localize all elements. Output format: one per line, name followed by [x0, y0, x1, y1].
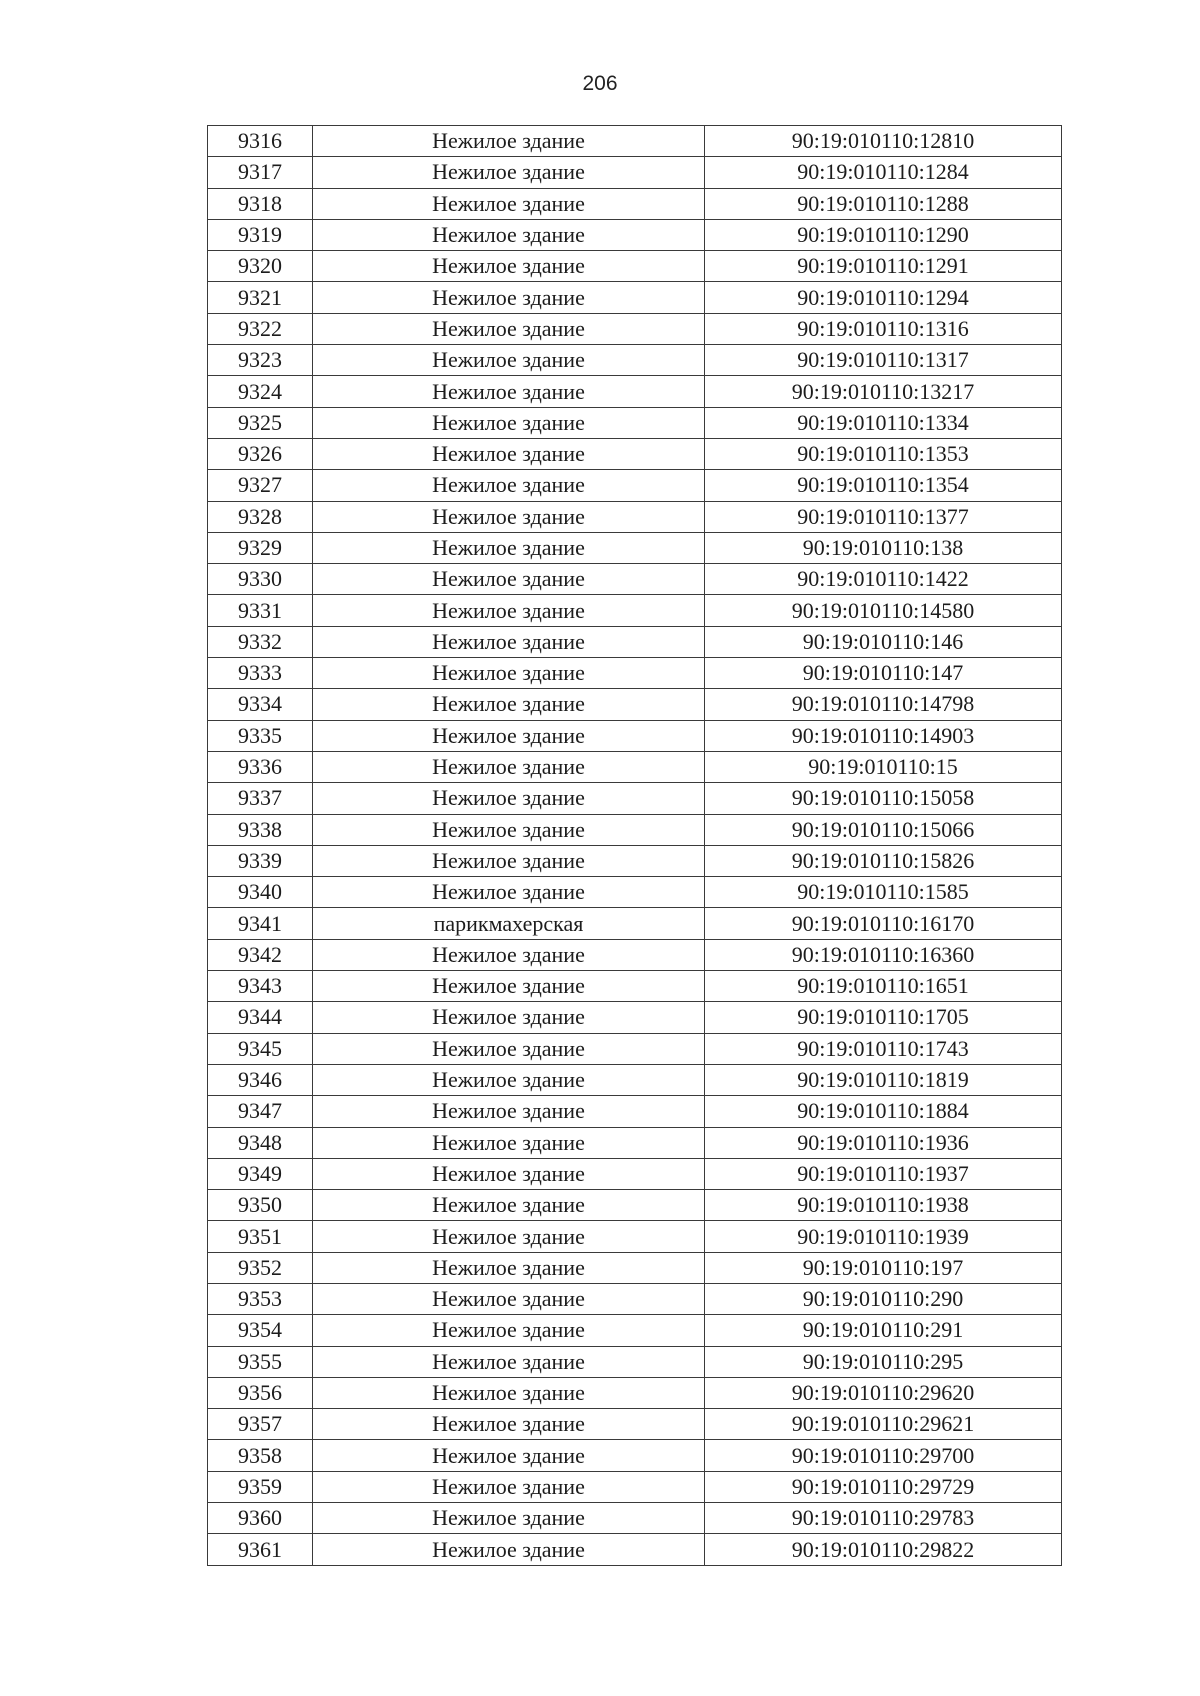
row-number-cell: 9350 — [208, 1190, 313, 1221]
object-type-cell: Нежилое здание — [313, 188, 705, 219]
object-type-cell: Нежилое здание — [313, 1252, 705, 1283]
row-number-cell: 9336 — [208, 751, 313, 782]
cadastral-number-cell: 90:19:010110:16170 — [705, 908, 1062, 939]
row-number-cell: 9344 — [208, 1002, 313, 1033]
object-type-cell: Нежилое здание — [313, 501, 705, 532]
cadastral-number-cell: 90:19:010110:1819 — [705, 1064, 1062, 1095]
table-row — [208, 814, 1062, 845]
table-row — [208, 1471, 1062, 1502]
object-type-cell: Нежилое здание — [313, 1127, 705, 1158]
table-row — [208, 376, 1062, 407]
row-number-cell: 9358 — [208, 1440, 313, 1471]
cadastral-number-cell: 90:19:010110:1705 — [705, 1002, 1062, 1033]
table-row — [208, 1503, 1062, 1534]
cadastral-number-cell: 90:19:010110:146 — [705, 626, 1062, 657]
object-type-cell: Нежилое здание — [313, 1283, 705, 1314]
cadastral-number-cell: 90:19:010110:1939 — [705, 1221, 1062, 1252]
row-number-cell: 9338 — [208, 814, 313, 845]
table-row — [208, 1409, 1062, 1440]
row-number-cell: 9353 — [208, 1283, 313, 1314]
object-type-cell: парикмахерская — [313, 908, 705, 939]
table-row — [208, 1534, 1062, 1565]
table-row — [208, 1283, 1062, 1314]
table-row — [208, 1190, 1062, 1221]
row-number-cell: 9359 — [208, 1471, 313, 1502]
table-row — [208, 908, 1062, 939]
table-row — [208, 438, 1062, 469]
table-row — [208, 313, 1062, 344]
row-number-cell: 9361 — [208, 1534, 313, 1565]
table-row — [208, 626, 1062, 657]
row-number-cell: 9349 — [208, 1158, 313, 1189]
row-number-cell: 9335 — [208, 720, 313, 751]
cadastral-number-cell: 90:19:010110:14903 — [705, 720, 1062, 751]
cadastral-number-cell: 90:19:010110:1288 — [705, 188, 1062, 219]
table-row — [208, 219, 1062, 250]
row-number-cell: 9339 — [208, 845, 313, 876]
cadastral-number-cell: 90:19:010110:29620 — [705, 1377, 1062, 1408]
object-type-cell: Нежилое здание — [313, 689, 705, 720]
row-number-cell: 9343 — [208, 971, 313, 1002]
cadastral-number-cell: 90:19:010110:12810 — [705, 126, 1062, 157]
object-type-cell: Нежилое здание — [313, 658, 705, 689]
table-row — [208, 939, 1062, 970]
table-row — [208, 407, 1062, 438]
table-row — [208, 564, 1062, 595]
cadastral-number-cell: 90:19:010110:15 — [705, 751, 1062, 782]
cadastral-number-cell: 90:19:010110:29621 — [705, 1409, 1062, 1440]
table-row — [208, 658, 1062, 689]
object-type-cell: Нежилое здание — [313, 1190, 705, 1221]
object-type-cell: Нежилое здание — [313, 939, 705, 970]
object-type-cell: Нежилое здание — [313, 376, 705, 407]
object-type-cell: Нежилое здание — [313, 1221, 705, 1252]
row-number-cell: 9330 — [208, 564, 313, 595]
row-number-cell: 9345 — [208, 1033, 313, 1064]
object-type-cell: Нежилое здание — [313, 532, 705, 563]
object-type-cell: Нежилое здание — [313, 219, 705, 250]
object-type-cell: Нежилое здание — [313, 564, 705, 595]
table-row — [208, 157, 1062, 188]
object-type-cell: Нежилое здание — [313, 720, 705, 751]
table-row — [208, 783, 1062, 814]
object-type-cell: Нежилое здание — [313, 1471, 705, 1502]
cadastral-number-cell: 90:19:010110:1353 — [705, 438, 1062, 469]
table-row — [208, 1346, 1062, 1377]
cadastral-number-cell: 90:19:010110:291 — [705, 1315, 1062, 1346]
cadastral-number-cell: 90:19:010110:1294 — [705, 282, 1062, 313]
cadastral-number-cell: 90:19:010110:1938 — [705, 1190, 1062, 1221]
object-type-cell: Нежилое здание — [313, 626, 705, 657]
object-type-cell: Нежилое здание — [313, 783, 705, 814]
cadastral-number-cell: 90:19:010110:29822 — [705, 1534, 1062, 1565]
object-type-cell: Нежилое здание — [313, 845, 705, 876]
cadastral-number-cell: 90:19:010110:1334 — [705, 407, 1062, 438]
row-number-cell: 9318 — [208, 188, 313, 219]
cadastral-number-cell: 90:19:010110:1936 — [705, 1127, 1062, 1158]
row-number-cell: 9324 — [208, 376, 313, 407]
table-row — [208, 1252, 1062, 1283]
cadastral-number-cell: 90:19:010110:1291 — [705, 251, 1062, 282]
row-number-cell: 9322 — [208, 313, 313, 344]
object-type-cell: Нежилое здание — [313, 1440, 705, 1471]
cadastral-number-cell: 90:19:010110:147 — [705, 658, 1062, 689]
table-row — [208, 1127, 1062, 1158]
object-type-cell: Нежилое здание — [313, 1346, 705, 1377]
row-number-cell: 9317 — [208, 157, 313, 188]
row-number-cell: 9328 — [208, 501, 313, 532]
cadastral-number-cell: 90:19:010110:14580 — [705, 595, 1062, 626]
table-row — [208, 188, 1062, 219]
page-number: 206 — [582, 72, 618, 95]
object-type-cell: Нежилое здание — [313, 407, 705, 438]
table-row — [208, 845, 1062, 876]
cadastral-number-cell: 90:19:010110:29729 — [705, 1471, 1062, 1502]
table-row — [208, 689, 1062, 720]
cadastral-number-cell: 90:19:010110:138 — [705, 532, 1062, 563]
table-row — [208, 1440, 1062, 1471]
object-type-cell: Нежилое здание — [313, 971, 705, 1002]
row-number-cell: 9334 — [208, 689, 313, 720]
cadastral-number-cell: 90:19:010110:1354 — [705, 470, 1062, 501]
cadastral-number-cell: 90:19:010110:1884 — [705, 1096, 1062, 1127]
table-row — [208, 971, 1062, 1002]
cadastral-number-cell: 90:19:010110:1284 — [705, 157, 1062, 188]
cadastral-number-cell: 90:19:010110:197 — [705, 1252, 1062, 1283]
cadastral-number-cell: 90:19:010110:1743 — [705, 1033, 1062, 1064]
cadastral-number-cell: 90:19:010110:13217 — [705, 376, 1062, 407]
object-type-cell: Нежилое здание — [313, 595, 705, 626]
row-number-cell: 9325 — [208, 407, 313, 438]
table-row — [208, 1221, 1062, 1252]
object-type-cell: Нежилое здание — [313, 438, 705, 469]
object-type-cell: Нежилое здание — [313, 1002, 705, 1033]
row-number-cell: 9340 — [208, 877, 313, 908]
object-type-cell: Нежилое здание — [313, 814, 705, 845]
table-row — [208, 751, 1062, 782]
row-number-cell: 9316 — [208, 126, 313, 157]
object-type-cell: Нежилое здание — [313, 751, 705, 782]
object-type-cell: Нежилое здание — [313, 1503, 705, 1534]
row-number-cell: 9346 — [208, 1064, 313, 1095]
row-number-cell: 9329 — [208, 532, 313, 563]
row-number-cell: 9348 — [208, 1127, 313, 1158]
row-number-cell: 9337 — [208, 783, 313, 814]
cadastral-number-cell: 90:19:010110:15066 — [705, 814, 1062, 845]
object-type-cell: Нежилое здание — [313, 1409, 705, 1440]
row-number-cell: 9321 — [208, 282, 313, 313]
table-row — [208, 501, 1062, 532]
cadastral-number-cell: 90:19:010110:29700 — [705, 1440, 1062, 1471]
table-row — [208, 282, 1062, 313]
cadastral-number-cell: 90:19:010110:1585 — [705, 877, 1062, 908]
table-row — [208, 1002, 1062, 1033]
object-type-cell: Нежилое здание — [313, 1158, 705, 1189]
row-number-cell: 9357 — [208, 1409, 313, 1440]
row-number-cell: 9341 — [208, 908, 313, 939]
cadastral-number-cell: 90:19:010110:16360 — [705, 939, 1062, 970]
row-number-cell: 9360 — [208, 1503, 313, 1534]
cadastral-number-cell: 90:19:010110:1317 — [705, 345, 1062, 376]
object-type-cell: Нежилое здание — [313, 1377, 705, 1408]
row-number-cell: 9333 — [208, 658, 313, 689]
registry-table — [207, 125, 1062, 1566]
table-row — [208, 877, 1062, 908]
table-body — [208, 126, 1062, 1566]
object-type-cell: Нежилое здание — [313, 157, 705, 188]
cadastral-number-cell: 90:19:010110:15826 — [705, 845, 1062, 876]
object-type-cell: Нежилое здание — [313, 345, 705, 376]
table-row — [208, 1315, 1062, 1346]
object-type-cell: Нежилое здание — [313, 313, 705, 344]
table-row — [208, 595, 1062, 626]
object-type-cell: Нежилое здание — [313, 1064, 705, 1095]
table-row — [208, 1033, 1062, 1064]
cadastral-number-cell: 90:19:010110:1377 — [705, 501, 1062, 532]
table-row — [208, 720, 1062, 751]
table-row — [208, 1377, 1062, 1408]
table-row — [208, 126, 1062, 157]
row-number-cell: 9332 — [208, 626, 313, 657]
table-row — [208, 251, 1062, 282]
object-type-cell: Нежилое здание — [313, 1096, 705, 1127]
object-type-cell: Нежилое здание — [313, 251, 705, 282]
row-number-cell: 9331 — [208, 595, 313, 626]
row-number-cell: 9320 — [208, 251, 313, 282]
object-type-cell: Нежилое здание — [313, 877, 705, 908]
row-number-cell: 9347 — [208, 1096, 313, 1127]
row-number-cell: 9323 — [208, 345, 313, 376]
table-row — [208, 532, 1062, 563]
table-row — [208, 1064, 1062, 1095]
object-type-cell: Нежилое здание — [313, 126, 705, 157]
cadastral-number-cell: 90:19:010110:1422 — [705, 564, 1062, 595]
cadastral-number-cell: 90:19:010110:14798 — [705, 689, 1062, 720]
table-row — [208, 470, 1062, 501]
row-number-cell: 9351 — [208, 1221, 313, 1252]
row-number-cell: 9355 — [208, 1346, 313, 1377]
row-number-cell: 9326 — [208, 438, 313, 469]
object-type-cell: Нежилое здание — [313, 1315, 705, 1346]
table-row — [208, 1158, 1062, 1189]
object-type-cell: Нежилое здание — [313, 282, 705, 313]
cadastral-number-cell: 90:19:010110:1651 — [705, 971, 1062, 1002]
cadastral-number-cell: 90:19:010110:1316 — [705, 313, 1062, 344]
object-type-cell: Нежилое здание — [313, 1534, 705, 1565]
cadastral-number-cell: 90:19:010110:290 — [705, 1283, 1062, 1314]
row-number-cell: 9352 — [208, 1252, 313, 1283]
cadastral-number-cell: 90:19:010110:295 — [705, 1346, 1062, 1377]
row-number-cell: 9356 — [208, 1377, 313, 1408]
cadastral-number-cell: 90:19:010110:15058 — [705, 783, 1062, 814]
cadastral-number-cell: 90:19:010110:1290 — [705, 219, 1062, 250]
object-type-cell: Нежилое здание — [313, 1033, 705, 1064]
row-number-cell: 9327 — [208, 470, 313, 501]
cadastral-number-cell: 90:19:010110:29783 — [705, 1503, 1062, 1534]
row-number-cell: 9342 — [208, 939, 313, 970]
table-row — [208, 345, 1062, 376]
row-number-cell: 9319 — [208, 219, 313, 250]
row-number-cell: 9354 — [208, 1315, 313, 1346]
cadastral-number-cell: 90:19:010110:1937 — [705, 1158, 1062, 1189]
table-row — [208, 1096, 1062, 1127]
object-type-cell: Нежилое здание — [313, 470, 705, 501]
